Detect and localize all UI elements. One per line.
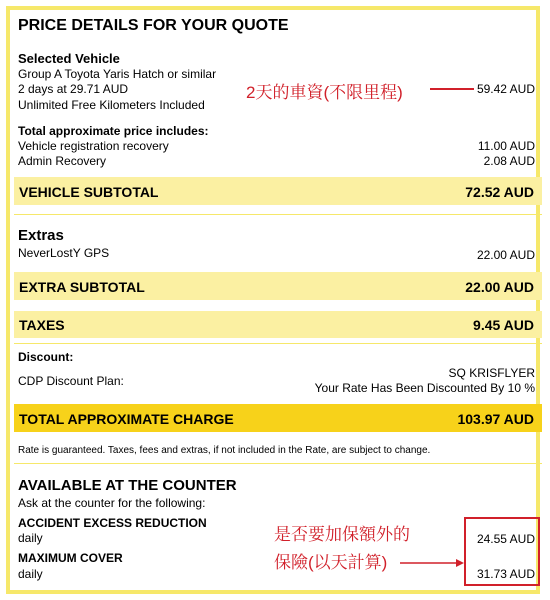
maximum-cover-label: MAXIMUM COVER (18, 551, 123, 565)
maximum-cover-unit: daily (18, 567, 43, 581)
section-title: PRICE DETAILS FOR YOUR QUOTE (18, 17, 289, 34)
highlight-box (464, 517, 540, 586)
discount-plan-note: Your Rate Has Been Discounted By 10 % (314, 381, 535, 395)
divider (14, 463, 542, 464)
extra-subtotal-label: EXTRA SUBTOTAL (19, 279, 145, 295)
vehicle-amount: 59.42 AUD (476, 82, 535, 96)
total-label: TOTAL APPROXIMATE CHARGE (19, 411, 234, 427)
vehicle-mileage: Unlimited Free Kilometers Included (18, 98, 205, 112)
taxes-amount: 9.45 AUD (473, 317, 534, 333)
excess-reduction-label: ACCIDENT EXCESS REDUCTION (18, 516, 207, 530)
taxes-label: TAXES (19, 317, 65, 333)
annotation-arrow-icon (400, 555, 466, 571)
vehicle-subtotal-label: VEHICLE SUBTOTAL (19, 184, 159, 200)
discount-plan-label: CDP Discount Plan: (18, 374, 124, 388)
vehicle-description: Group A Toyota Yaris Hatch or similar (18, 67, 217, 81)
total-bar (14, 404, 542, 432)
admin-label: Admin Recovery (18, 154, 107, 168)
gps-label: NeverLostY GPS (18, 246, 110, 260)
insurance-annotation-line2: 保險(以天計算) (274, 553, 388, 572)
total-amount: 103.97 AUD (457, 411, 534, 427)
admin-amount: 2.08 AUD (483, 154, 535, 168)
vehicle-subtotal-bar (14, 177, 542, 205)
insurance-annotation-line1: 是否要加保額外的 (274, 525, 410, 544)
annotation-arrow-icon (430, 80, 476, 96)
excess-reduction-unit: daily (18, 531, 43, 545)
discount-heading: Discount: (18, 350, 74, 364)
gps-amount: 22.00 AUD (476, 248, 535, 262)
maximum-cover-amount: 31.73 AUD (476, 567, 535, 581)
counter-title: AVAILABLE AT THE COUNTER (18, 477, 237, 494)
includes-heading: Total approximate price includes: (18, 124, 209, 138)
extra-subtotal-amount: 22.00 AUD (465, 279, 534, 295)
excess-reduction-amount: 24.55 AUD (476, 532, 535, 546)
rate-note: Rate is guaranteed. Taxes, fees and extras, if not included in the Rate, are subject to change. (18, 445, 431, 456)
divider (14, 214, 542, 215)
selected-vehicle-heading: Selected Vehicle (18, 51, 120, 66)
divider (14, 343, 542, 344)
registration-amount: 11.00 AUD (477, 139, 535, 153)
extra-subtotal-bar (14, 272, 542, 300)
vehicle-subtotal-amount: 72.52 AUD (465, 184, 534, 200)
fee-annotation: 2天的車資(不限里程) (246, 83, 403, 102)
vehicle-days-rate: 2 days at 29.71 AUD (18, 82, 129, 96)
extras-heading: Extras (18, 227, 64, 244)
discount-plan-name: SQ KRISFLYER (448, 366, 535, 380)
taxes-bar (14, 311, 542, 338)
registration-label: Vehicle registration recovery (18, 139, 169, 153)
counter-subtitle: Ask at the counter for the following: (18, 496, 206, 510)
